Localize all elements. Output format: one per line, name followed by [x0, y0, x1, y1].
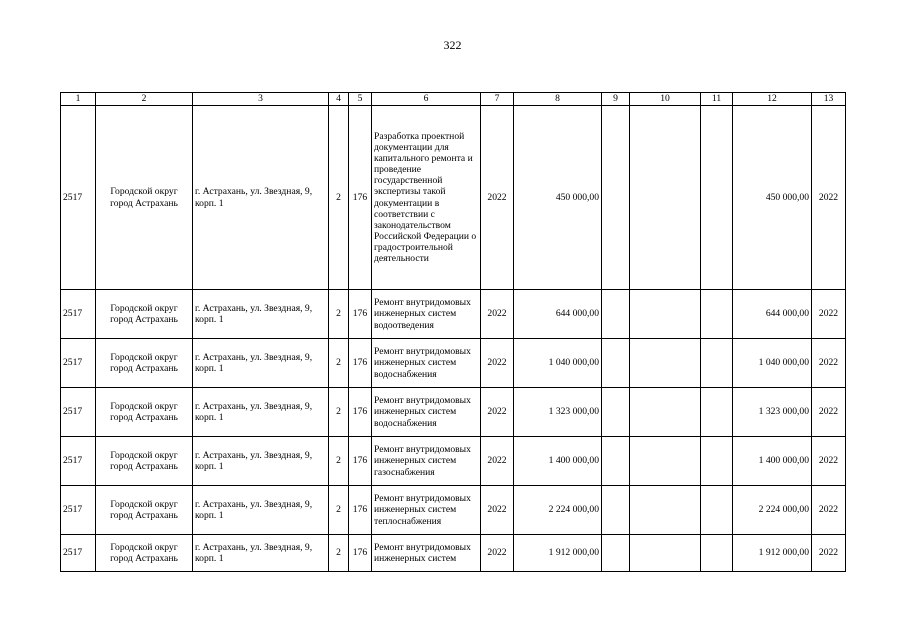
cell-number: 2517: [61, 388, 96, 437]
cell-cost: 1 040 000,00: [514, 339, 602, 388]
cell-col9: [602, 290, 630, 339]
cell-col4: 2: [329, 106, 349, 290]
cell-col4: 2: [329, 535, 349, 572]
cell-col10: [630, 486, 701, 535]
cell-municipality: Городской округ город Астрахань: [96, 486, 193, 535]
cell-col10: [630, 535, 701, 572]
cell-address: г. Астрахань, ул. Звездная, 9, корп. 1: [193, 290, 329, 339]
cell-end-year: 2022: [812, 388, 846, 437]
header-cell-4: 4: [329, 93, 349, 106]
cell-end-year: 2022: [812, 106, 846, 290]
cell-year: 2022: [481, 388, 514, 437]
cell-col10: [630, 339, 701, 388]
cell-col9: [602, 388, 630, 437]
cell-number: 2517: [61, 339, 96, 388]
cell-col11: [701, 290, 733, 339]
cell-year: 2022: [481, 486, 514, 535]
cell-municipality: Городской округ город Астрахань: [96, 339, 193, 388]
cell-col10: [630, 437, 701, 486]
cell-col5: 176: [349, 106, 372, 290]
cell-work-type: Ремонт внутридомовых инженерных систем газоснабжения: [372, 437, 481, 486]
cell-col11: [701, 106, 733, 290]
cell-work-type: Ремонт внутридомовых инженерных систем водоснабжения: [372, 339, 481, 388]
page-number: 322: [443, 38, 462, 52]
cell-address: г. Астрахань, ул. Звездная, 9, корп. 1: [193, 339, 329, 388]
cell-col4: 2: [329, 290, 349, 339]
cell-address: г. Астрахань, ул. Звездная, 9, корп. 1: [193, 437, 329, 486]
cell-work-type: Ремонт внутридомовых инженерных систем водоснабжения: [372, 388, 481, 437]
cell-address: г. Астрахань, ул. Звездная, 9, корп. 1: [193, 388, 329, 437]
cell-funding: 1 323 000,00: [733, 388, 812, 437]
header-cell-8: 8: [514, 93, 602, 106]
header-cell-5: 5: [349, 93, 372, 106]
cell-col11: [701, 535, 733, 572]
cell-col10: [630, 388, 701, 437]
header-row: [61, 93, 846, 106]
cell-col4: 2: [329, 388, 349, 437]
header-cell-13: 13: [812, 93, 846, 106]
header-cell-3: 3: [193, 93, 329, 106]
cell-end-year: 2022: [812, 437, 846, 486]
cell-year: 2022: [481, 339, 514, 388]
cell-col11: [701, 388, 733, 437]
cell-col9: [602, 535, 630, 572]
cell-col5: 176: [349, 290, 372, 339]
cell-funding: 1 040 000,00: [733, 339, 812, 388]
cell-col5: 176: [349, 437, 372, 486]
cell-work-type: Ремонт внутридомовых инженерных систем: [372, 535, 481, 572]
cell-cost: 1 912 000,00: [514, 535, 602, 572]
cell-number: 2517: [61, 535, 96, 572]
cell-end-year: 2022: [812, 535, 846, 572]
cell-year: 2022: [481, 290, 514, 339]
table-row: [61, 290, 846, 339]
cell-address: г. Астрахань, ул. Звездная, 9, корп. 1: [193, 535, 329, 572]
cell-col4: 2: [329, 339, 349, 388]
cell-address: г. Астрахань, ул. Звездная, 9, корп. 1: [193, 106, 329, 290]
cell-col4: 2: [329, 486, 349, 535]
header-cell-9: 9: [602, 93, 630, 106]
cell-col4: 2: [329, 437, 349, 486]
cell-number: 2517: [61, 437, 96, 486]
table-row: [61, 535, 846, 572]
cell-cost: 450 000,00: [514, 106, 602, 290]
cell-funding: 1 912 000,00: [733, 535, 812, 572]
cell-col11: [701, 339, 733, 388]
cell-address: г. Астрахань, ул. Звездная, 9, корп. 1: [193, 486, 329, 535]
cell-col5: 176: [349, 339, 372, 388]
cell-municipality: Городской округ город Астрахань: [96, 290, 193, 339]
table-row: [61, 486, 846, 535]
cell-year: 2022: [481, 106, 514, 290]
cell-end-year: 2022: [812, 290, 846, 339]
cell-funding: 1 400 000,00: [733, 437, 812, 486]
cell-cost: 1 400 000,00: [514, 437, 602, 486]
cell-number: 2517: [61, 486, 96, 535]
cell-work-type: Разработка проектной документации для капитального ремонта и проведение государственной экспертизы такой документации в соответствии с законодательством Российской Федерации о градостроительной деятельности: [372, 106, 481, 290]
cell-cost: 644 000,00: [514, 290, 602, 339]
header-cell-12: 12: [733, 93, 812, 106]
header-cell-6: 6: [372, 93, 481, 106]
cell-col5: 176: [349, 388, 372, 437]
cell-col10: [630, 106, 701, 290]
cell-col10: [630, 290, 701, 339]
cell-col11: [701, 437, 733, 486]
cell-cost: 1 323 000,00: [514, 388, 602, 437]
table-row: [61, 437, 846, 486]
cell-funding: 450 000,00: [733, 106, 812, 290]
cell-col9: [602, 339, 630, 388]
table-row: [61, 339, 846, 388]
cell-col5: 176: [349, 535, 372, 572]
cell-work-type: Ремонт внутридомовых инженерных систем теплоснабжения: [372, 486, 481, 535]
cell-funding: 644 000,00: [733, 290, 812, 339]
cell-municipality: Городской округ город Астрахань: [96, 535, 193, 572]
cell-col9: [602, 106, 630, 290]
header-cell-1: 1: [61, 93, 96, 106]
table-row: [61, 106, 846, 290]
registry-table: [60, 92, 846, 572]
cell-col5: 176: [349, 486, 372, 535]
cell-municipality: Городской округ город Астрахань: [96, 106, 193, 290]
cell-municipality: Городской округ город Астрахань: [96, 437, 193, 486]
cell-funding: 2 224 000,00: [733, 486, 812, 535]
cell-number: 2517: [61, 106, 96, 290]
cell-cost: 2 224 000,00: [514, 486, 602, 535]
header-cell-10: 10: [630, 93, 701, 106]
cell-year: 2022: [481, 437, 514, 486]
header-cell-11: 11: [701, 93, 733, 106]
cell-col11: [701, 486, 733, 535]
table-row: [61, 388, 846, 437]
cell-col9: [602, 486, 630, 535]
cell-work-type: Ремонт внутридомовых инженерных систем водоотведения: [372, 290, 481, 339]
cell-number: 2517: [61, 290, 96, 339]
cell-end-year: 2022: [812, 339, 846, 388]
header-cell-2: 2: [96, 93, 193, 106]
cell-col9: [602, 437, 630, 486]
cell-year: 2022: [481, 535, 514, 572]
header-cell-7: 7: [481, 93, 514, 106]
cell-end-year: 2022: [812, 486, 846, 535]
cell-municipality: Городской округ город Астрахань: [96, 388, 193, 437]
